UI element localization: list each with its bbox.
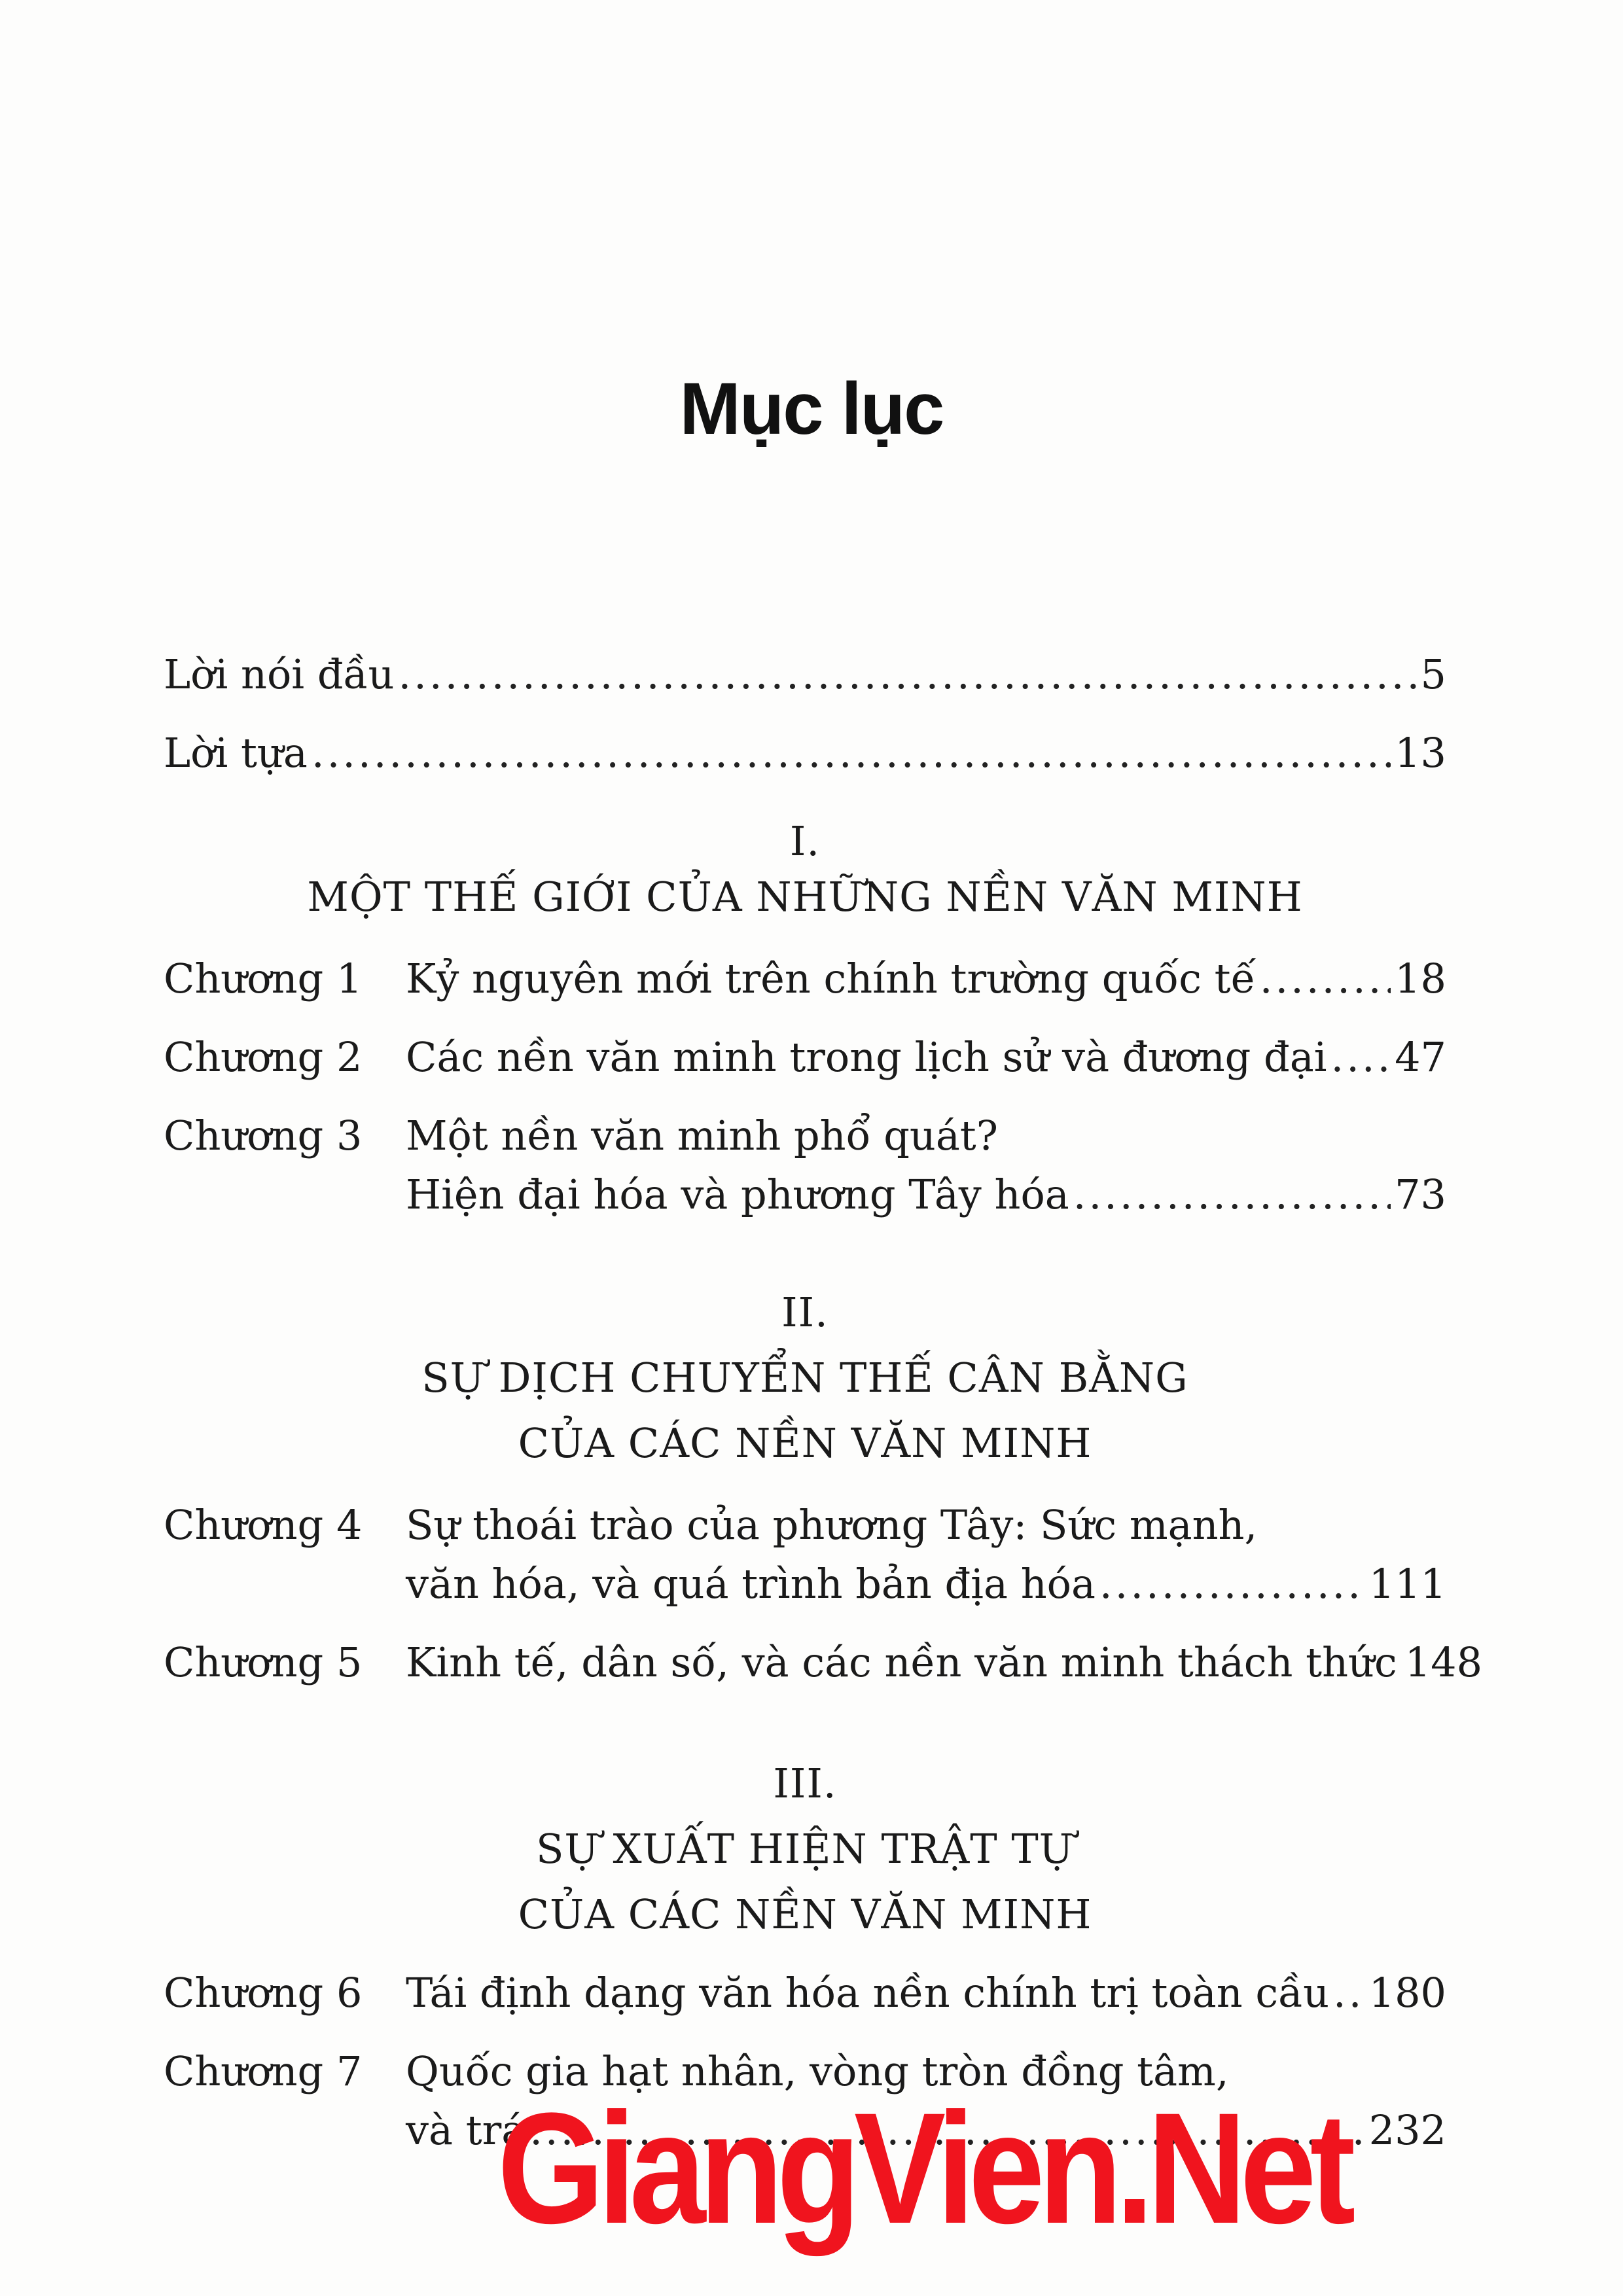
dot-leader: [1073, 1174, 1391, 1215]
dot-leader: [1333, 1973, 1365, 2013]
part-number: II.: [781, 1288, 829, 1336]
toc-chapter-2[interactable]: [164, 1033, 1446, 1081]
toc-entry-text: Lời nói đầu: [164, 650, 395, 698]
chapter-title-continued: và trá: [406, 2106, 526, 2154]
table-of-contents: [164, 0, 1483, 2296]
part-title: SỰ DỊCH CHUYỂN THẾ CÂN BẰNG: [421, 1354, 1188, 1402]
page-number: 73: [1395, 1171, 1446, 1218]
chapter-title: Kinh tế, dân số, và các nền văn minh thách thức: [406, 1638, 1397, 1686]
chapter-title: Các nền văn minh trong lịch sử và đương đại: [406, 1033, 1327, 1081]
toc-chapter-3-line-2[interactable]: [164, 1171, 1446, 1218]
chapter-label: Chương 7: [164, 2047, 363, 2095]
chapter-title: Một nền văn minh phổ quát?: [406, 1112, 998, 1159]
dot-leader: [398, 654, 1416, 695]
chapter-title-continued: Hiện đại hóa và phương Tây hóa: [406, 1171, 1069, 1218]
toc-chapter-5[interactable]: [164, 1638, 1483, 1686]
page-number: 180: [1368, 1969, 1446, 2017]
page-number: 13: [1395, 729, 1446, 777]
part-title: CỦA CÁC NỀN VĂN MINH: [518, 1890, 1092, 1938]
part-number: I.: [789, 817, 821, 865]
chapter-label: Chương 1: [164, 955, 363, 1002]
dot-leader: [1260, 959, 1391, 999]
toc-chapter-3[interactable]: [164, 1112, 1446, 1159]
page-number: 5: [1420, 650, 1446, 698]
page-number: 148: [1404, 1638, 1483, 1686]
toc-entry-preface[interactable]: [164, 650, 1446, 698]
part-number: III.: [773, 1759, 837, 1807]
page-number: 111: [1368, 1560, 1446, 1608]
watermark-logo: GiangVien.Net: [497, 2079, 1349, 2257]
toc-entry-foreword[interactable]: [164, 729, 1446, 777]
page-number: 47: [1395, 1033, 1446, 1081]
page-number: 18: [1395, 955, 1446, 1002]
chapter-title-continued: văn hóa, và quá trình bản địa hóa: [406, 1560, 1096, 1608]
part-title: CỦA CÁC NỀN VĂN MINH: [518, 1419, 1092, 1467]
toc-entry-text: Lời tựa: [164, 729, 308, 777]
part-title: SỰ XUẤT HIỆN TRẬT TỰ: [536, 1825, 1074, 1873]
dot-leader: [312, 733, 1391, 773]
toc-chapter-1[interactable]: [164, 955, 1446, 1002]
chapter-label: Chương 3: [164, 1112, 363, 1159]
page-number: 232: [1368, 2106, 1446, 2154]
part-title: MỘT THẾ GIỚI CỦA NHỮNG NỀN VĂN MINH: [307, 873, 1303, 921]
chapter-label: Chương 4: [164, 1501, 363, 1549]
chapter-title: Kỷ nguyên mới trên chính trường quốc tế: [406, 955, 1256, 1002]
chapter-title: Sự thoái trào của phương Tây: Sức mạnh,: [406, 1501, 1258, 1549]
page-title: Mục lục: [679, 368, 944, 450]
chapter-label: Chương 6: [164, 1969, 363, 2017]
chapter-title: Tái định dạng văn hóa nền chính trị toàn cầu: [406, 1969, 1330, 2017]
dot-leader: [1099, 1564, 1365, 1604]
dot-leader: [1331, 1037, 1391, 1078]
toc-chapter-4[interactable]: [164, 1501, 1446, 1549]
chapter-title: Quốc gia hạt nhân, vòng tròn đồng tâm,: [406, 2047, 1229, 2095]
chapter-label: Chương 2: [164, 1033, 363, 1081]
toc-chapter-4-line-2[interactable]: [164, 1560, 1446, 1608]
chapter-label: Chương 5: [164, 1638, 363, 1686]
toc-chapter-6[interactable]: [164, 1969, 1446, 2017]
